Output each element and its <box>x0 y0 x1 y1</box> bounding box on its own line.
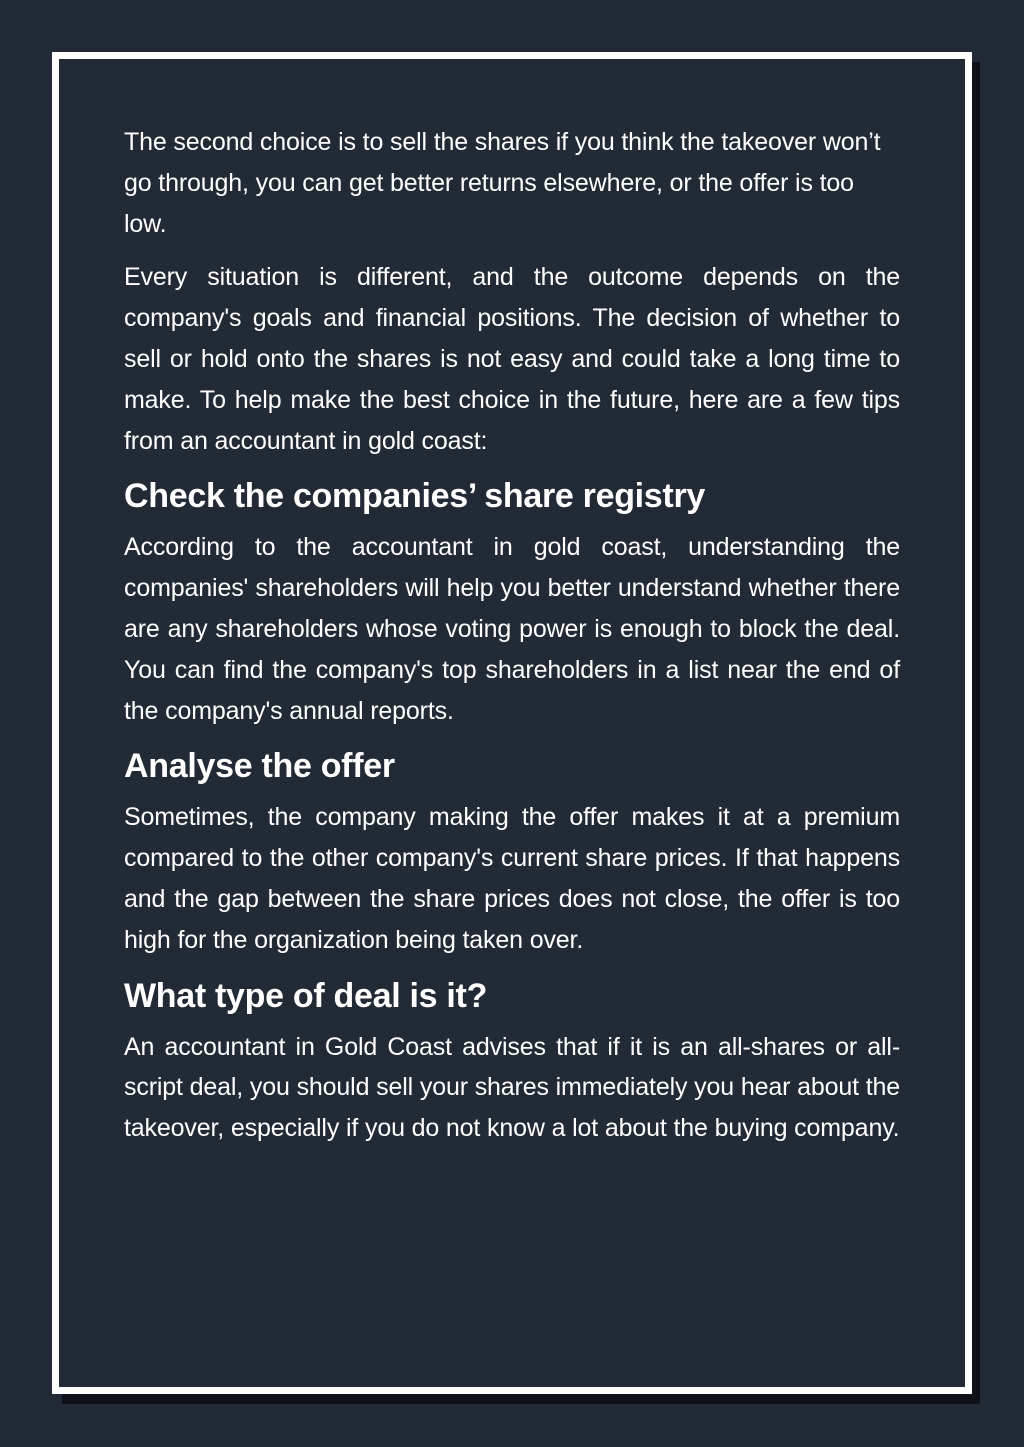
section-body-share-registry: According to the accountant in gold coast, understanding the companies' shareholders will help you better understand whether there are any shareholders whose voting power is enough to block the deal. You can find the company's top shareholders in a list near the end of the company's annual reports. <box>124 533 900 725</box>
section-body-deal-type: An accountant in Gold Coast advises that if it is an all-shares or all-script deal, you should sell your shares immediately you hear about the takeover, especially if you do not know a lot about the buying company. <box>124 1032 900 1143</box>
section-heading-share-registry: Check the companies’ share registry <box>124 477 705 516</box>
section-heading-analyse-offer: Analyse the offer <box>124 747 395 786</box>
intro-paragraph-1: The second choice is to sell the shares if you think the takeover won’t go through, you can get better returns elsewhere, or the offer is too low. <box>124 128 881 238</box>
document-content <box>124 122 900 1162</box>
section-heading-deal-type: What type of deal is it? <box>124 976 488 1015</box>
intro-paragraph-2: Every situation is different, and the outcome depends on the company's goals and financial positions. The decision of whether to sell or hold onto the shares is not easy and could take a long time to make. To help make the best choice in the future, here are a few tips from an accountant in gold coast: <box>124 263 900 455</box>
section-body-analyse-offer: Sometimes, the company making the offer makes it at a premium compared to the other company's current share prices. If that happens and the gap between the share prices does not close, the offer is too high for the organization being taken over. <box>124 803 900 954</box>
